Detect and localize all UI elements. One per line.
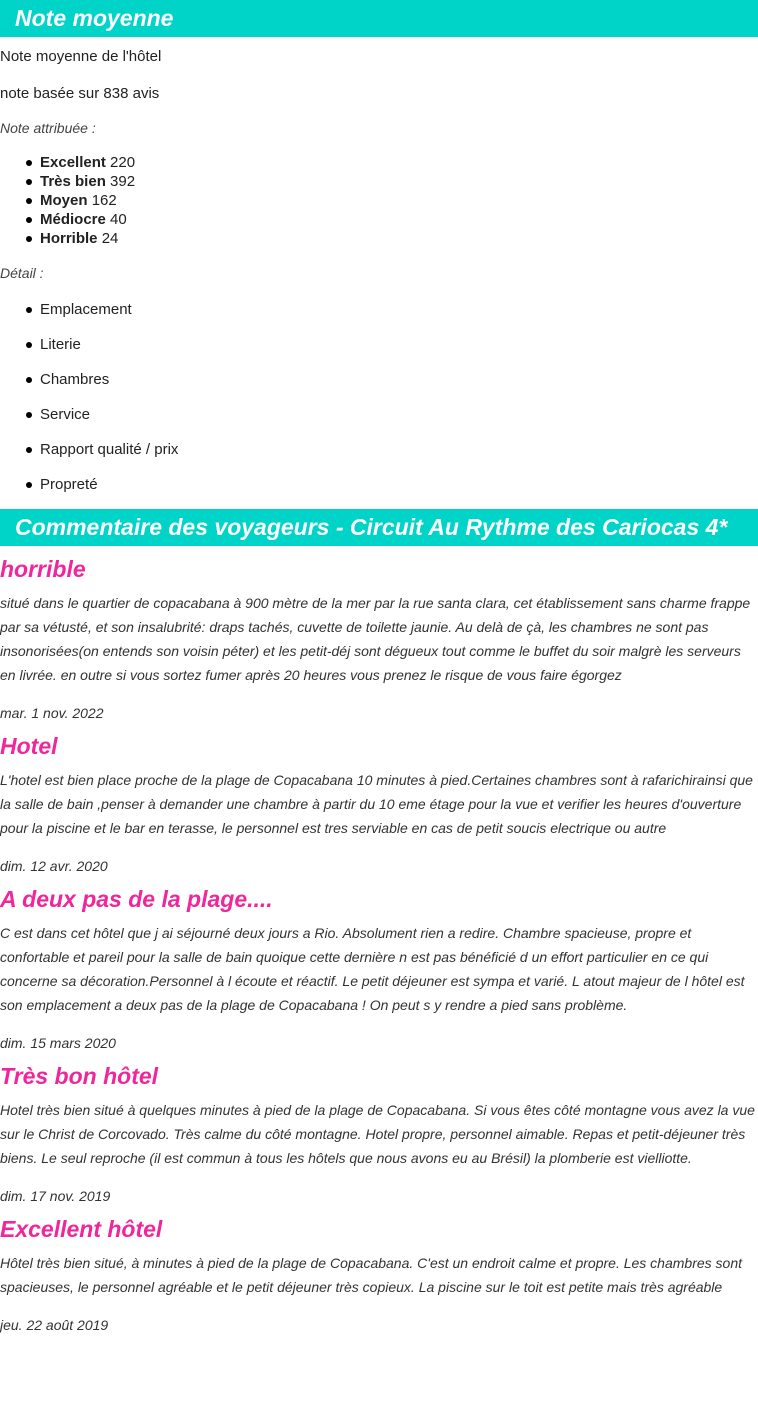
detail-label: Détail : xyxy=(0,265,44,281)
rating-count: 162 xyxy=(91,192,117,209)
review-item xyxy=(0,723,758,876)
hotel-average-label: Note moyenne de l'hôtel xyxy=(0,48,162,65)
rating-label: Moyen xyxy=(40,192,88,209)
review-date: mar. 1 nov. 2022 xyxy=(0,705,104,721)
review-title: horrible xyxy=(0,556,86,582)
review-date: dim. 15 mars 2020 xyxy=(0,1035,116,1051)
review-title: A deux pas de la plage.... xyxy=(0,886,273,912)
detail-list xyxy=(0,300,758,494)
review-text: Hotel très bien situé à quelques minutes à pied de la plage de Copacabana. Si vous êtes côté montagne vous avez la vue sur le Christ de Corcovado. Très calme du côté montagne. Hotel propre, personnel aimable. Repas et petit-déjeuner très biens. Le seul reproche (il est commun à tous les hôtels que nous avons eu au Brésil) la plomberie est vielliotte. xyxy=(0,1102,755,1166)
comments-section-header: Commentaire des voyageurs - Circuit Au Rythme des Cariocas 4* xyxy=(0,509,758,546)
review-text: C est dans cet hôtel que j ai séjourné deux jours a Rio. Absolument rien a redire. Chambre spacieuse, propre et confortable et pareil pour la salle de bain quoique cette dernière n est pas bénéficié d un effort particulier en ce qui concerne sa décoration.Personnel à l écoute et réactif. Le petit déjeuner est sympa et varié. L atout majeur de l hôtel est son emplacement a deux pas de la plage de Copacabana ! On peut s y rendre a pied sans problème. xyxy=(0,925,745,1013)
rating-label: Très bien xyxy=(40,173,106,190)
detail-item: Propreté xyxy=(40,475,758,494)
detail-item: Literie xyxy=(40,335,758,354)
review-item xyxy=(0,876,758,1053)
rating-label: Excellent xyxy=(40,154,106,171)
rating-item xyxy=(40,172,758,191)
review-item xyxy=(0,1053,758,1206)
review-text: Hôtel très bien situé, à minutes à pied de la plage de Copacabana. C'est un endroit calme et propre. Les chambres sont spacieuses, le personnel agréable et le petit déjeuner très copieux. La piscine sur le toit est petite mais très agréable xyxy=(0,1255,742,1295)
review-date: dim. 17 nov. 2019 xyxy=(0,1188,111,1204)
ratings-label: Note attribuée : xyxy=(0,120,96,136)
detail-item: Rapport qualité / prix xyxy=(40,440,758,459)
detail-item: Emplacement xyxy=(40,300,758,319)
review-title: Excellent hôtel xyxy=(0,1216,163,1242)
review-item xyxy=(0,546,758,723)
rating-count: 24 xyxy=(101,230,119,247)
note-section-header: Note moyenne xyxy=(0,0,758,37)
review-date: jeu. 22 août 2019 xyxy=(0,1317,109,1333)
rating-count: 392 xyxy=(110,173,136,190)
detail-item: Service xyxy=(40,405,758,424)
detail-item: Chambres xyxy=(40,370,758,389)
rating-count: 220 xyxy=(110,154,136,171)
review-date: dim. 12 avr. 2020 xyxy=(0,858,108,874)
review-count-text: note basée sur 838 avis xyxy=(0,85,160,102)
review-title: Très bon hôtel xyxy=(0,1063,159,1089)
review-text: L'hotel est bien place proche de la plage de Copacabana 10 minutes à pied.Certaines chambres sont à rafarichirainsi que la salle de bain ,penser à demander une chambre à partir du 10 eme étage pour la vue et verifier les heures d'ouverture pour la piscine et le bar en terasse, le personnel est tres serviable en cas de petit soucis electrique ou autre xyxy=(0,772,753,836)
ratings-list xyxy=(0,153,758,248)
rating-item xyxy=(40,229,758,248)
rating-item xyxy=(40,191,758,210)
review-text: situé dans le quartier de copacabana à 900 mètre de la mer par la rue santa clara, cet établissement sans charme frappe par sa vétusté, et son insalubrité: draps tachés, cuvette de toilette jaunie. Au delà de çà, les chambres ne sont pas insonorisées(on entends son voisin péter) et les petit-déj sont dégueux tout comme le buffet du soir malgrè les serveurs en livrée. en outre si vous sortez fumer après 20 heures vous prenez le risque de vous faire égorgez xyxy=(0,595,751,683)
rating-label: Horrible xyxy=(40,230,98,247)
rating-item xyxy=(40,210,758,229)
rating-item xyxy=(40,153,758,172)
rating-label: Médiocre xyxy=(40,211,106,228)
review-title: Hotel xyxy=(0,733,58,759)
rating-count: 40 xyxy=(110,211,127,228)
review-item xyxy=(0,1206,758,1335)
